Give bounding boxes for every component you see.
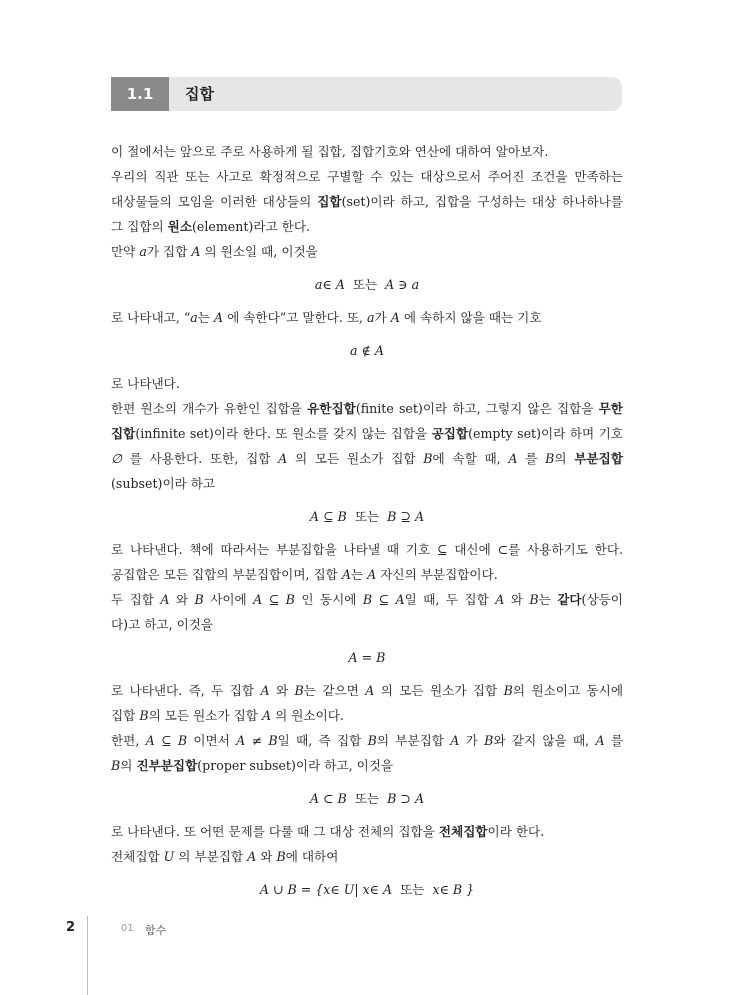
paragraph-line <box>111 587 623 612</box>
text-run: 는 <box>538 592 558 607</box>
math-symbol: ∅ <box>111 451 122 466</box>
paragraph-line <box>111 446 623 471</box>
paragraph-line <box>111 305 623 330</box>
paragraph-line <box>111 562 623 587</box>
math-var: A <box>213 310 224 325</box>
math-var: B <box>276 849 286 864</box>
section-number: 1.1 <box>111 77 169 111</box>
math-var: B <box>529 592 539 607</box>
text-run: (empty set)이라 하며 기호 <box>468 426 623 441</box>
text-run: 를 사용한다. 또한, 집합 <box>121 451 279 466</box>
text-run: 의 원소이고 동시에 <box>512 683 623 698</box>
text-run: 의 원소이다. <box>271 708 344 723</box>
term-infinite-set: 집합 <box>111 426 136 441</box>
math-expr: A = B <box>348 650 386 665</box>
text-run: 만약 <box>111 244 140 259</box>
text-run: 전체집합 <box>111 849 164 864</box>
equation-proper-subset <box>111 786 623 811</box>
text-run: 두 집합 <box>111 592 161 607</box>
term-finite-set: 유한집합 <box>307 401 356 416</box>
term-set: 집합 <box>317 194 342 209</box>
footer-divider <box>87 916 88 995</box>
math-var: A <box>261 708 272 723</box>
paragraph-line <box>111 421 623 446</box>
math-var: B <box>423 451 433 466</box>
text-run: 자신의 부분집합이다. <box>376 567 498 582</box>
math-expr: B ⊃ A <box>387 791 425 806</box>
text-run: 의 <box>554 451 575 466</box>
text-run: 로 나타낸다. 책에 따라서는 부분집합을 나타낼 때 기호 <box>111 542 437 557</box>
text-run: (finite set)이라 하고, 그렇지 않은 집합을 <box>355 401 599 416</box>
paragraph-line <box>111 371 623 396</box>
math-var: A <box>247 849 257 864</box>
text-run: 를 <box>604 733 624 748</box>
text-run: 그 집합의 <box>111 219 168 234</box>
equation-not-member <box>111 338 623 363</box>
text-run: 는 같으면 <box>303 683 366 698</box>
text-run: 에 속할 때, <box>432 451 509 466</box>
math-expr: a∈ A <box>314 277 345 292</box>
text-run: 한편, <box>111 733 146 748</box>
text-run: 또는 <box>346 509 388 524</box>
paragraph-line <box>111 471 623 496</box>
term-equal: 같다 <box>557 592 582 607</box>
math-expr: A ⊆ B <box>145 733 188 748</box>
text-run: (infinite set)이라 한다. 또 원소를 갖지 않는 집합을 <box>135 426 432 441</box>
text-run: 와 <box>256 849 277 864</box>
term-empty-set: 공집합 <box>431 426 469 441</box>
text-run: 또는 <box>344 277 386 292</box>
paragraph-line <box>111 728 623 753</box>
math-var: B <box>503 683 513 698</box>
text-run: 가 <box>374 310 391 325</box>
text-run: 집합 <box>111 708 140 723</box>
text-run: 에 대하여 <box>285 849 339 864</box>
chapter-title: 함수 <box>145 924 167 937</box>
text-run: 의 부분집합 <box>174 849 248 864</box>
math-var: A <box>341 567 351 582</box>
text-run: 이라 한다. <box>487 824 545 839</box>
text-run: 와 <box>169 592 195 607</box>
text-run: 한편 원소의 개수가 유한인 집합을 <box>111 401 308 416</box>
text-run: 는 <box>197 310 214 325</box>
math-var: A <box>365 683 375 698</box>
text-run: 로 나타낸다. 즉, 두 집합 <box>111 683 261 698</box>
text-run: 와 <box>269 683 295 698</box>
text-run: 의 부분집합 <box>376 733 451 748</box>
math-expr: B ⊆ A <box>362 592 405 607</box>
math-expr: B ⊇ A <box>387 509 425 524</box>
text-run: 대상물들의 모임을 이러한 대상들의 <box>111 194 318 209</box>
math-expr: A ⊂ B <box>309 791 347 806</box>
math-symbol: ⊂ <box>497 542 509 557</box>
math-var: A <box>260 683 270 698</box>
math-var: A <box>495 592 505 607</box>
text-run: 사이에 <box>203 592 254 607</box>
math-var: B <box>111 758 121 773</box>
text-run: 를 사용하기도 한다. <box>508 542 623 557</box>
term-infinite-set: 무한 <box>598 401 623 416</box>
text-run: 의 <box>120 758 137 773</box>
paragraph-line <box>111 537 623 562</box>
text-run: 의 모든 원소가 집합 <box>148 708 262 723</box>
equation-subset <box>111 504 623 529</box>
section-title: 집합 <box>185 85 214 103</box>
text-run: 인 동시에 <box>294 592 363 607</box>
text-run: 를 <box>517 451 546 466</box>
term-element: 원소 <box>167 219 193 234</box>
text-run: 로 나타낸다. 또 어떤 문제를 다룰 때 그 대상 전체의 집합을 <box>111 824 439 839</box>
math-var: a <box>190 310 198 325</box>
text-run: (set)이라 하고, 집합을 구성하는 대상 하나하나를 <box>341 194 624 209</box>
text-run: 이 절에서는 앞으로 주로 사용하게 될 집합, 집합기호와 연산에 대하여 알아보자. <box>111 144 549 159</box>
math-expr: A ⊆ B <box>309 509 347 524</box>
math-symbol: ⊆ <box>436 542 448 557</box>
paragraph-line <box>111 612 623 637</box>
equation-union <box>111 877 623 902</box>
text-run: 의 원소일 때, 이것을 <box>200 244 318 259</box>
math-var: B <box>294 683 304 698</box>
text-run: 또는 <box>346 791 388 806</box>
text-run: (상등이 <box>581 592 623 607</box>
paragraph-line <box>111 678 623 703</box>
text-run: 또는 <box>392 882 433 897</box>
text-run: 일 때, 즉 집합 <box>277 733 368 748</box>
text-run: (proper subset)이라 하고, 이것을 <box>197 758 394 773</box>
math-var: a <box>367 310 375 325</box>
math-expr: A ∪ B = {x∈ U| x∈ A <box>259 882 393 897</box>
math-var: A <box>390 310 400 325</box>
text-run: 의 모든 원소가 집합 <box>287 451 424 466</box>
math-var: A <box>278 451 288 466</box>
math-expr: x∈ B } <box>432 882 475 897</box>
math-var: a <box>139 244 147 259</box>
body-text <box>111 139 623 902</box>
text-run: 가 <box>459 733 485 748</box>
text-run: 에 속한다”고 말한다. 또, <box>223 310 368 325</box>
math-var: A <box>450 733 460 748</box>
math-var: B <box>194 592 204 607</box>
math-var: A <box>367 567 377 582</box>
paragraph-line <box>111 753 623 778</box>
math-expr: A ≠ B <box>236 733 278 748</box>
text-run: 와 같지 않을 때, <box>493 733 596 748</box>
text-run: 대신에 <box>447 542 498 557</box>
text-run: 공집합은 모든 집합의 부분집합이며, 집합 <box>111 567 342 582</box>
text-run: 로 나타내고, “ <box>111 310 191 325</box>
paragraph-line <box>111 164 623 189</box>
term-universal-set: 전체집합 <box>438 824 488 839</box>
paragraph-line <box>111 214 623 239</box>
paragraph-line <box>111 396 623 421</box>
equation-equal <box>111 645 623 670</box>
math-var: U <box>163 849 175 864</box>
text-run: 에 속하지 않을 때는 기호 <box>399 310 542 325</box>
text-run: 일 때, 두 집합 <box>404 592 496 607</box>
chapter-number: 01 <box>121 923 134 934</box>
math-var: A <box>508 451 518 466</box>
math-var: A <box>595 733 605 748</box>
text-run: 와 <box>504 592 530 607</box>
math-expr: A ∋ a <box>385 277 420 292</box>
paragraph-line <box>111 139 623 164</box>
text-run: 는 <box>350 567 368 582</box>
text-run: 가 집합 <box>146 244 192 259</box>
paragraph-line <box>111 239 623 264</box>
math-var: A <box>191 244 201 259</box>
text-run: (element)라고 한다. <box>192 219 311 234</box>
math-var: B <box>484 733 494 748</box>
math-expr: a ∉ A <box>350 343 384 358</box>
text-run: 로 나타낸다. <box>111 376 180 391</box>
text-run: 다)고 하고, 이것을 <box>111 617 214 632</box>
paragraph-line <box>111 819 623 844</box>
math-expr: A ⊆ B <box>253 592 295 607</box>
text-run: 이면서 <box>187 733 237 748</box>
text-run: (subset)이라 하고 <box>111 476 216 491</box>
section-header <box>111 77 622 111</box>
page-number: 2 <box>66 920 76 935</box>
paragraph-line <box>111 189 623 214</box>
math-var: B <box>139 708 149 723</box>
equation-membership <box>111 272 623 297</box>
math-var: A <box>160 592 170 607</box>
paragraph-line <box>111 703 623 728</box>
paragraph-line <box>111 844 623 869</box>
text-run: 우리의 직관 또는 사고로 확정적으로 구별할 수 있는 대상으로서 주어진 조건을 만족하는 <box>111 169 623 184</box>
term-proper-subset: 진부분집합 <box>136 758 198 773</box>
text-run: 의 모든 원소가 집합 <box>374 683 504 698</box>
math-var: B <box>545 451 555 466</box>
term-subset: 부분집합 <box>574 451 623 466</box>
math-var: B <box>367 733 377 748</box>
